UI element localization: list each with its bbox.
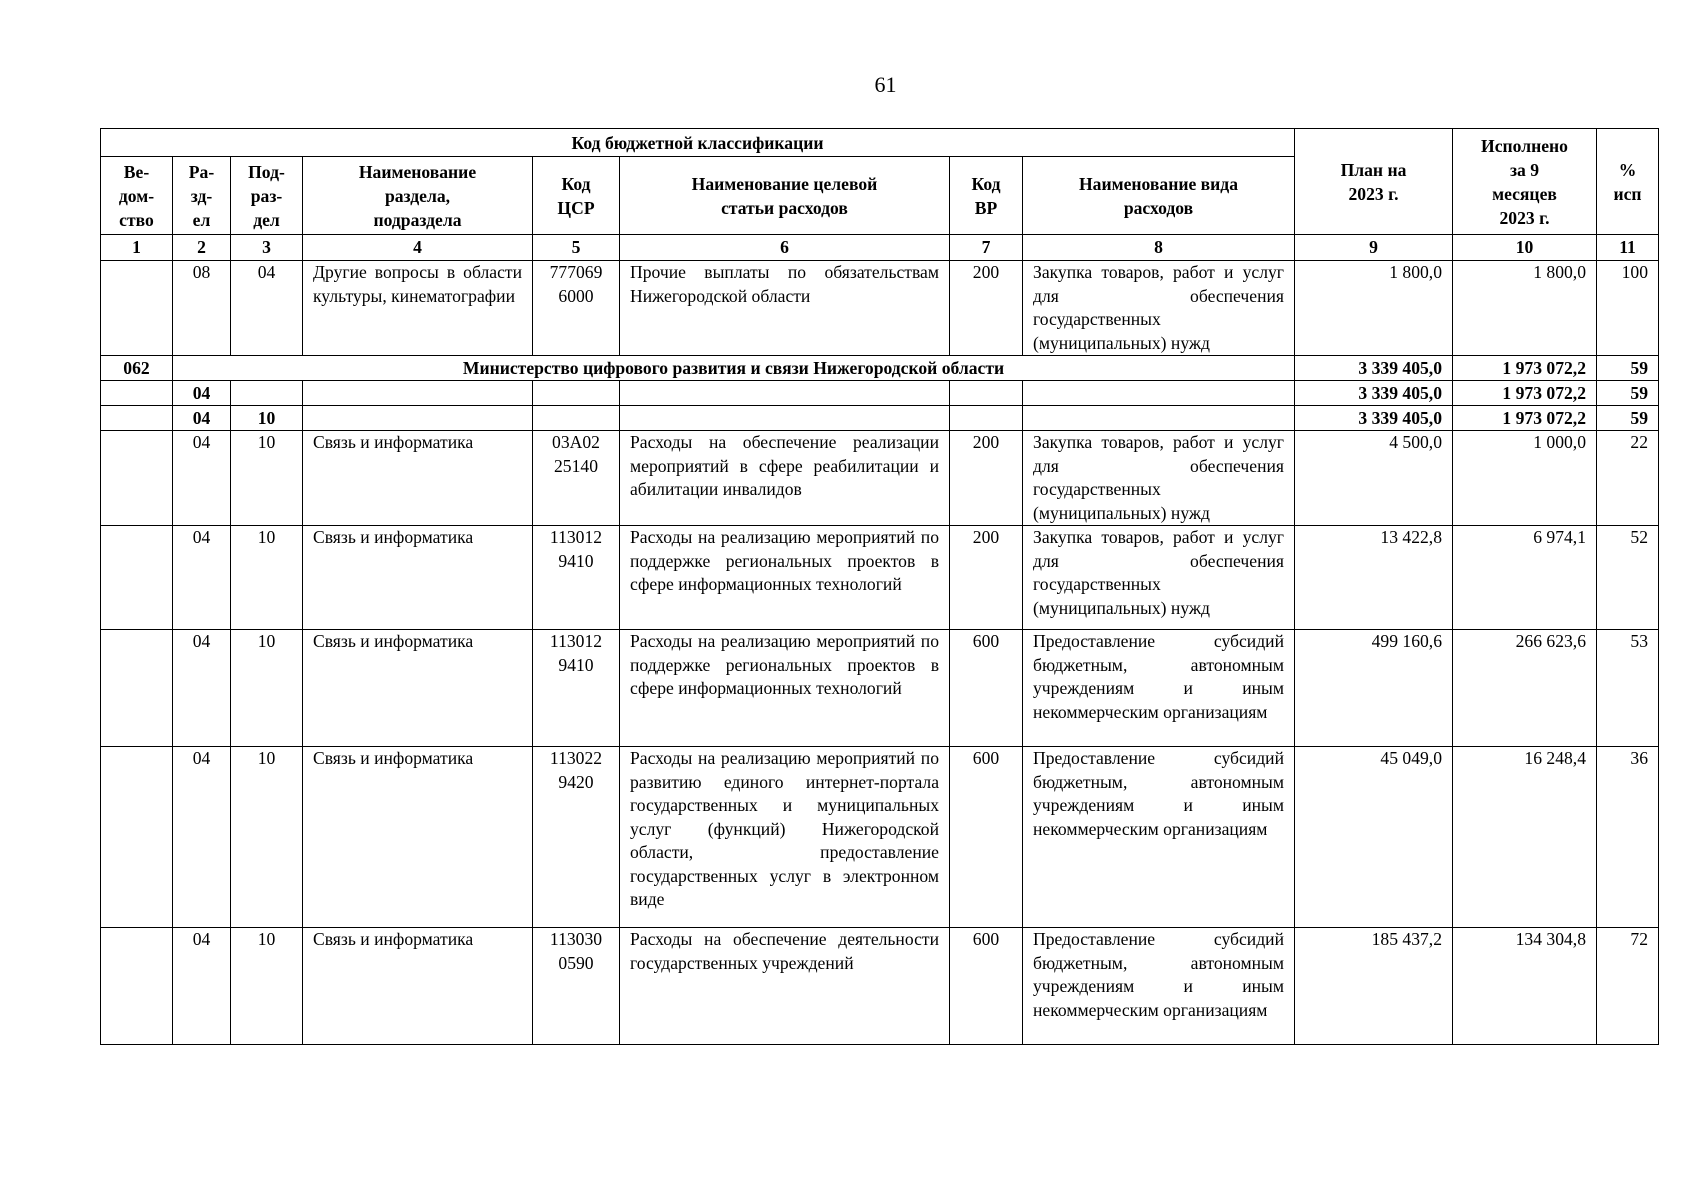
col-header-vr: Код ВР <box>950 157 1023 235</box>
table-row <box>101 630 1659 747</box>
executed-cell: 134 304,8 <box>1453 928 1597 1045</box>
executed-cell: 1 973 072,2 <box>1453 356 1597 381</box>
executed-cell: 1 973 072,2 <box>1453 406 1597 431</box>
csr-cell: 113012 9410 <box>533 630 620 747</box>
percent-cell: 100 <box>1597 261 1659 356</box>
executed-cell: 6 974,1 <box>1453 526 1597 630</box>
csr-cell <box>533 381 620 406</box>
col-header-razdel-name: Наименование раздела, подраздела <box>303 157 533 235</box>
ministry-row <box>101 356 1659 381</box>
table-row <box>101 747 1659 928</box>
plan-cell: 4 500,0 <box>1295 431 1453 526</box>
razdel-cell: 04 <box>173 928 231 1045</box>
percent-cell: 53 <box>1597 630 1659 747</box>
percent-cell: 72 <box>1597 928 1659 1045</box>
razdel-cell: 08 <box>173 261 231 356</box>
vr-cell: 200 <box>950 526 1023 630</box>
vr-name-cell <box>1023 381 1295 406</box>
column-number: 6 <box>620 235 950 261</box>
table-row <box>101 928 1659 1045</box>
razdel-name-cell: Связь и информатика <box>303 630 533 747</box>
csr-name-cell: Расходы на обеспечение реализации мероприятий в сфере реабилитации и абилитации инвалидов <box>620 431 950 526</box>
col-header-csr-name: Наименование целевой статьи расходов <box>620 157 950 235</box>
csr-name-cell: Расходы на реализацию мероприятий по поддержке региональных проектов в сфере информационных технологий <box>620 526 950 630</box>
plan-cell: 3 339 405,0 <box>1295 356 1453 381</box>
vedomstvo-cell <box>101 261 173 356</box>
executed-cell: 16 248,4 <box>1453 747 1597 928</box>
razdel-name-cell: Связь и информатика <box>303 928 533 1045</box>
vr-name-cell: Предоставление субсидий бюджетным, автономным учреждениям и иным некоммерческим организациям <box>1023 928 1295 1045</box>
csr-name-cell <box>620 406 950 431</box>
vr-name-cell: Закупка товаров, работ и услуг для обеспечения государственных (муниципальных) нужд <box>1023 526 1295 630</box>
budget-execution-table <box>100 128 1659 1045</box>
razdel-cell: 04 <box>173 747 231 928</box>
col-header-vr-name: Наименование вида расходов <box>1023 157 1295 235</box>
column-number: 5 <box>533 235 620 261</box>
executed-cell: 1 973 072,2 <box>1453 381 1597 406</box>
razdel-name-cell: Связь и информатика <box>303 431 533 526</box>
razdel-name-cell <box>303 406 533 431</box>
percent-header: % исп <box>1597 129 1659 235</box>
vr-cell: 200 <box>950 431 1023 526</box>
vr-cell: 600 <box>950 928 1023 1045</box>
subsection-row <box>101 406 1659 431</box>
vr-cell: 600 <box>950 630 1023 747</box>
plan-cell: 13 422,8 <box>1295 526 1453 630</box>
csr-name-cell: Прочие выплаты по обязательствам Нижегородской области <box>620 261 950 356</box>
plan-cell: 499 160,6 <box>1295 630 1453 747</box>
vedomstvo-cell <box>101 928 173 1045</box>
razdel-name-cell: Связь и информатика <box>303 526 533 630</box>
vr-name-cell: Предоставление субсидий бюджетным, автономным учреждениям и иным некоммерческим организациям <box>1023 747 1295 928</box>
executed-cell: 266 623,6 <box>1453 630 1597 747</box>
table-row <box>101 261 1659 356</box>
column-number: 10 <box>1453 235 1597 261</box>
percent-cell: 22 <box>1597 431 1659 526</box>
column-number: 1 <box>101 235 173 261</box>
percent-cell: 52 <box>1597 526 1659 630</box>
column-number: 9 <box>1295 235 1453 261</box>
page-number: 61 <box>874 72 897 97</box>
razdel-cell: 04 <box>173 526 231 630</box>
csr-cell: 03А02 25140 <box>533 431 620 526</box>
csr-cell: 777069 6000 <box>533 261 620 356</box>
vr-name-cell: Закупка товаров, работ и услуг для обеспечения государственных (муниципальных) нужд <box>1023 431 1295 526</box>
vedomstvo-cell <box>101 406 173 431</box>
vedomstvo-cell <box>101 431 173 526</box>
razdel-name-cell: Другие вопросы в области культуры, кинематографии <box>303 261 533 356</box>
vedomstvo-cell <box>101 747 173 928</box>
plan-cell: 45 049,0 <box>1295 747 1453 928</box>
podrazdel-cell: 10 <box>231 747 303 928</box>
section-row <box>101 381 1659 406</box>
vr-name-cell: Закупка товаров, работ и услуг для обеспечения государственных (муниципальных) нужд <box>1023 261 1295 356</box>
column-number: 4 <box>303 235 533 261</box>
vedomstvo-cell <box>101 526 173 630</box>
column-number: 11 <box>1597 235 1659 261</box>
table-row <box>101 526 1659 630</box>
vr-name-cell: Предоставление субсидий бюджетным, автономным учреждениям и иным некоммерческим организациям <box>1023 630 1295 747</box>
razdel-cell: 04 <box>173 630 231 747</box>
csr-cell <box>533 406 620 431</box>
podrazdel-cell: 10 <box>231 928 303 1045</box>
executed-header: Исполнено за 9 месяцев 2023 г. <box>1453 129 1597 235</box>
col-header-podrazdel: Под- раз- дел <box>231 157 303 235</box>
plan-cell: 1 800,0 <box>1295 261 1453 356</box>
razdel-cell: 04 <box>173 406 231 431</box>
vedomstvo-cell <box>101 381 173 406</box>
executed-cell: 1 800,0 <box>1453 261 1597 356</box>
column-numbers-row <box>101 235 1659 261</box>
razdel-cell: 04 <box>173 381 231 406</box>
csr-cell: 113030 0590 <box>533 928 620 1045</box>
csr-cell: 113022 9420 <box>533 747 620 928</box>
column-number: 2 <box>173 235 231 261</box>
vedomstvo-cell <box>101 630 173 747</box>
col-header-vedomstvo: Ве- дом- ство <box>101 157 173 235</box>
executed-cell: 1 000,0 <box>1453 431 1597 526</box>
razdel-name-cell: Связь и информатика <box>303 747 533 928</box>
csr-name-cell: Расходы на реализацию мероприятий по поддержке региональных проектов в сфере информационных технологий <box>620 630 950 747</box>
column-number: 7 <box>950 235 1023 261</box>
percent-cell: 59 <box>1597 406 1659 431</box>
vr-cell: 200 <box>950 261 1023 356</box>
column-number: 3 <box>231 235 303 261</box>
vr-name-cell <box>1023 406 1295 431</box>
vedomstvo-cell: 062 <box>101 356 173 381</box>
csr-name-cell: Расходы на обеспечение деятельности государственных учреждений <box>620 928 950 1045</box>
percent-cell: 59 <box>1597 381 1659 406</box>
percent-cell: 36 <box>1597 747 1659 928</box>
podrazdel-cell: 10 <box>231 431 303 526</box>
csr-name-cell <box>620 381 950 406</box>
podrazdel-cell: 04 <box>231 261 303 356</box>
plan-cell: 3 339 405,0 <box>1295 381 1453 406</box>
razdel-name-cell <box>303 381 533 406</box>
razdel-cell: 04 <box>173 431 231 526</box>
plan-cell: 185 437,2 <box>1295 928 1453 1045</box>
csr-name-cell: Расходы на реализацию мероприятий по развитию единого интернет-портала государственных и муниципальных услуг (функций) Нижегородской области, предоставление государственных услуг в электронном виде <box>620 747 950 928</box>
plan-cell: 3 339 405,0 <box>1295 406 1453 431</box>
vr-cell: 600 <box>950 747 1023 928</box>
podrazdel-cell: 10 <box>231 526 303 630</box>
podrazdel-cell: 10 <box>231 406 303 431</box>
column-number: 8 <box>1023 235 1295 261</box>
vr-cell <box>950 381 1023 406</box>
ministry-name-cell: Министерство цифрового развития и связи Нижегородской области <box>173 356 1295 381</box>
table-row <box>101 431 1659 526</box>
csr-cell: 113012 9410 <box>533 526 620 630</box>
percent-cell: 59 <box>1597 356 1659 381</box>
budget-classification-header: Код бюджетной классификации <box>101 129 1295 157</box>
col-header-razdel: Ра- зд- ел <box>173 157 231 235</box>
table-header <box>101 129 1659 261</box>
col-header-csr: Код ЦСР <box>533 157 620 235</box>
podrazdel-cell <box>231 381 303 406</box>
vr-cell <box>950 406 1023 431</box>
podrazdel-cell: 10 <box>231 630 303 747</box>
plan-header: План на 2023 г. <box>1295 129 1453 235</box>
